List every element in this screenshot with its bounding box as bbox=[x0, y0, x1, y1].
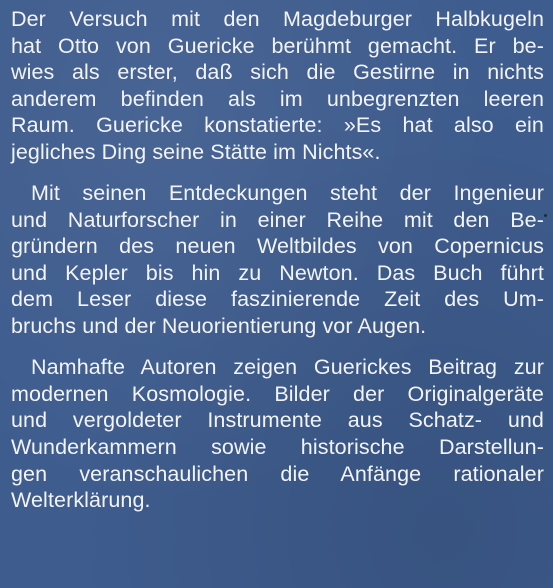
text-line: dem Leser diese faszinierende Zeit des Um- bbox=[11, 287, 544, 312]
text-line: und vergoldeter Instrumente aus Schatz- und bbox=[11, 408, 544, 433]
text-line: wies als erster, daß sich die Gestirne in nichts bbox=[11, 60, 544, 85]
paragraph-3 bbox=[11, 354, 544, 514]
text-line: Welterklärung. bbox=[11, 488, 151, 513]
text-line: jegliches Ding seine Stätte im Nichts«. bbox=[11, 139, 381, 164]
paragraph-1 bbox=[11, 6, 544, 166]
text-line: Mit seinen Entdeckungen steht der Ingenieur bbox=[31, 181, 544, 206]
text-line: gründern des neuen Weltbildes von Copernicus bbox=[11, 234, 544, 259]
text-line: Namhafte Autoren zeigen Guerickes Beitrag zur bbox=[31, 355, 544, 380]
text-line: bruchs und der Neuorientierung vor Augen. bbox=[11, 314, 427, 339]
text-line: hat Otto von Guericke berühmt gemacht. Er be- bbox=[11, 33, 544, 58]
text-line: modernen Kosmologie. Bilder der Originalgeräte bbox=[11, 381, 544, 406]
text-line: Der Versuch mit den Magdeburger Halbkugeln bbox=[11, 7, 544, 31]
text-line: Wunderkammern sowie historische Darstellun- bbox=[11, 434, 544, 459]
text-line: gen veranschaulichen die Anfänge rationaler bbox=[11, 461, 544, 486]
paragraph-2 bbox=[11, 180, 544, 340]
text-line: anderem befinden als im unbegrenzten leeren bbox=[11, 86, 544, 111]
text-line: und Kepler bis hin zu Newton. Das Buch führt bbox=[11, 260, 544, 285]
text-line: und Naturforscher in einer Reihe mit den Be- bbox=[11, 207, 544, 232]
print-speck bbox=[544, 214, 547, 217]
text-line: Raum. Guericke konstatierte: »Es hat also ein bbox=[11, 113, 544, 138]
